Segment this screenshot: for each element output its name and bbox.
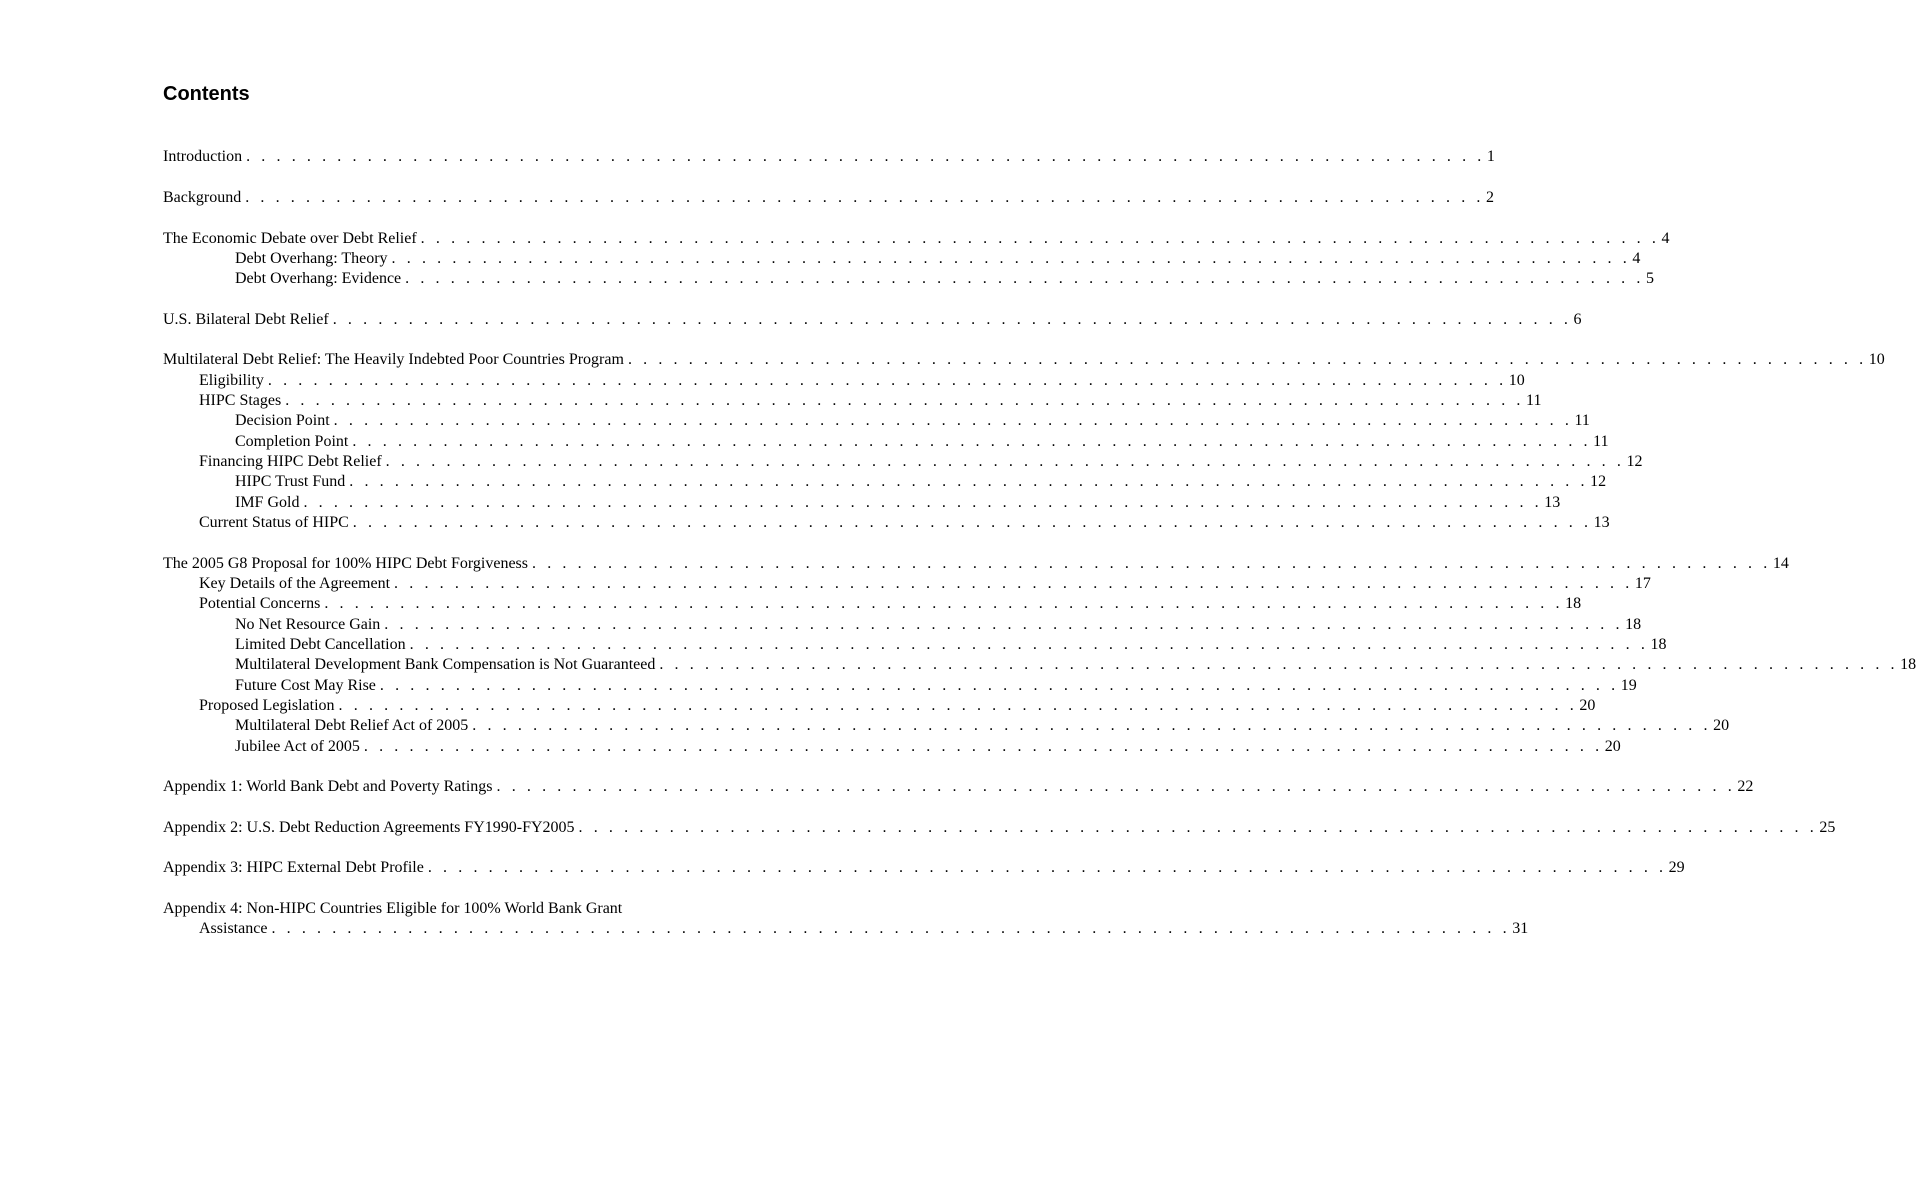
- dot-leader: . . . . . . . . . . . . . . . . . . . . . . . . . . . . . . . . . . . . . . . . . . . . . . . . . . . . . . . . . . . . . . . . . . . . . . . . . . . . . . . . . .: [496, 778, 1736, 795]
- toc-entry-label: The Economic Debate over Debt Relief: [163, 230, 417, 247]
- dot-leader: . . . . . . . . . . . . . . . . . . . . . . . . . . . . . . . . . . . . . . . . . . . . . . . . . . . . . . . . . . . . . . . . . . . . . . . . . . . . . . . . . .: [405, 270, 1644, 287]
- toc-entry-page: 11: [1574, 412, 1590, 429]
- dot-leader: . . . . . . . . . . . . . . . . . . . . . . . . . . . . . . . . . . . . . . . . . . . . . . . . . . . . . . . . . . . . . . . . . . . . . . . . . . . . . . . . . .: [246, 148, 1485, 165]
- toc-entry-page: 10: [1868, 351, 1885, 368]
- dot-leader: . . . . . . . . . . . . . . . . . . . . . . . . . . . . . . . . . . . . . . . . . . . . . . . . . . . . . . . . . . . . . . . . . . . . . . . . . . . . . . . . . .: [427, 859, 1667, 876]
- toc-entry-appendix-2[interactable]: [163, 817, 1836, 838]
- toc-entry-page: 20: [1579, 697, 1596, 714]
- dot-leader: . . . . . . . . . . . . . . . . . . . . . . . . . . . . . . . . . . . . . . . . . . . . . . . . . . . . . . . . . . . . . . . . . . . . . . . . . . . . . . . . . .: [352, 433, 1592, 450]
- toc-entry-page: 29: [1668, 859, 1685, 876]
- toc-entry-label: The 2005 G8 Proposal for 100% HIPC Debt Forgiveness: [163, 555, 529, 572]
- toc-entry-page: 31: [1512, 920, 1529, 937]
- toc-entry-proposed-legislation[interactable]: [199, 695, 1596, 716]
- dot-leader: . . . . . . . . . . . . . . . . . . . . . . . . . . . . . . . . . . . . . . . . . . . . . . . . . . . . . . . . . . . . . . . . . . . . . . . . . . . . . . . . . .: [532, 555, 1771, 572]
- toc-entry-label: Introduction: [163, 148, 243, 165]
- toc-entry-page: 25: [1819, 819, 1836, 836]
- toc-entry-potential-concerns[interactable]: [199, 593, 1582, 614]
- toc-entry-key-details[interactable]: [199, 573, 1651, 594]
- toc-entry-label: Decision Point: [235, 412, 330, 429]
- toc-entry-page: 13: [1544, 494, 1561, 511]
- toc-entry-multilateral-debt-relief-act[interactable]: [235, 715, 1730, 736]
- toc-entry-label: HIPC Stages: [199, 392, 282, 409]
- toc-entry-appendix-4-line2[interactable]: [199, 918, 1529, 939]
- dot-leader: . . . . . . . . . . . . . . . . . . . . . . . . . . . . . . . . . . . . . . . . . . . . . . . . . . . . . . . . . . . . . . . . . . . . . . . . . . . . . . . . . .: [333, 412, 1573, 429]
- dot-leader: . . . . . . . . . . . . . . . . . . . . . . . . . . . . . . . . . . . . . . . . . . . . . . . . . . . . . . . . . . . . . . . . . . . . . . . . . . . . . . . . . .: [349, 473, 1589, 490]
- dot-leader: . . . . . . . . . . . . . . . . . . . . . . . . . . . . . . . . . . . . . . . . . . . . . . . . . . . . . . . . . . . . . . . . . . . . . . . . . . . . . . . . . .: [385, 453, 1625, 470]
- toc-entry-label: Multilateral Debt Relief Act of 2005: [235, 717, 469, 734]
- toc-entry-page: 4: [1632, 250, 1641, 267]
- toc-entry-hipc-stages[interactable]: [199, 390, 1542, 411]
- toc-entry-hipc-trust-fund[interactable]: [235, 471, 1607, 492]
- toc-entry-no-net-resource-gain[interactable]: [235, 614, 1642, 635]
- toc-entry-label: Limited Debt Cancellation: [235, 636, 406, 653]
- toc-entry-multilateral-hipc[interactable]: [163, 349, 1885, 370]
- toc-entry-appendix-1[interactable]: [163, 776, 1754, 797]
- toc-entry-economic-debate[interactable]: [163, 228, 1670, 249]
- toc-entry-label: Appendix 2: U.S. Debt Reduction Agreements FY1990-FY2005: [163, 819, 575, 836]
- toc-entry-label: Appendix 1: World Bank Debt and Poverty Ratings: [163, 778, 493, 795]
- toc-entry-label: Debt Overhang: Evidence: [235, 270, 402, 287]
- toc-entry-g8-proposal[interactable]: [163, 553, 1789, 574]
- dot-leader: . . . . . . . . . . . . . . . . . . . . . . . . . . . . . . . . . . . . . . . . . . . . . . . . . . . . . . . . . . . . . . . . . . . . . . . . . . . . . . . . . .: [245, 189, 1485, 206]
- dot-leader: . . . . . . . . . . . . . . . . . . . . . . . . . . . . . . . . . . . . . . . . . . . . . . . . . . . . . . . . . . . . . . . . . . . . . . . . . . . . . . . . . .: [338, 697, 1578, 714]
- toc-entry-page: 12: [1590, 473, 1607, 490]
- toc-entry-page: 18: [1900, 656, 1916, 673]
- toc-entry-label: Future Cost May Rise: [235, 677, 376, 694]
- dot-leader: . . . . . . . . . . . . . . . . . . . . . . . . . . . . . . . . . . . . . . . . . . . . . . . . . . . . . . . . . . . . . . . . . . . . . . . . . . . . . . . . . .: [420, 230, 1660, 247]
- toc-entry-label: Appendix 3: HIPC External Debt Profile: [163, 859, 424, 876]
- dot-leader: . . . . . . . . . . . . . . . . . . . . . . . . . . . . . . . . . . . . . . . . . . . . . . . . . . . . . . . . . . . . . . . . . . . . . . . . . . . . . . . . . .: [324, 595, 1564, 612]
- toc-entry-background[interactable]: [163, 187, 1495, 208]
- toc-entry-page: 22: [1737, 778, 1754, 795]
- toc-entry-current-status[interactable]: [199, 512, 1610, 533]
- dot-leader: . . . . . . . . . . . . . . . . . . . . . . . . . . . . . . . . . . . . . . . . . . . . . . . . . . . . . . . . . . . . . . . . . . . . . . . . . . . . . . . . . .: [363, 738, 1603, 755]
- dot-leader: . . . . . . . . . . . . . . . . . . . . . . . . . . . . . . . . . . . . . . . . . . . . . . . . . . . . . . . . . . . . . . . . . . . . . . . . . . . . . . . . . .: [409, 636, 1649, 653]
- dot-leader: . . . . . . . . . . . . . . . . . . . . . . . . . . . . . . . . . . . . . . . . . . . . . . . . . . . . . . . . . . . . . . . . . . . . . . . . . . . . . . . . . .: [394, 575, 1633, 592]
- toc-entry-label: Appendix 4: Non-HIPC Countries Eligible for 100% World Bank Grant: [163, 900, 623, 917]
- toc-entry-label: IMF Gold: [235, 494, 300, 511]
- dot-leader: . . . . . . . . . . . . . . . . . . . . . . . . . . . . . . . . . . . . . . . . . . . . . . . . . . . . . . . . . . . . . . . . . . . . . . . . . . . . . . . . . .: [285, 392, 1525, 409]
- toc-entry-page: 1: [1486, 148, 1495, 165]
- toc-entry-appendix-3[interactable]: [163, 857, 1685, 878]
- toc-entry-jubilee-act[interactable]: [235, 736, 1621, 757]
- toc-entry-label: Financing HIPC Debt Relief: [199, 453, 382, 470]
- toc-entry-page: 19: [1620, 677, 1637, 694]
- toc-entry-page: 18: [1565, 595, 1582, 612]
- toc-entry-label: Jubilee Act of 2005: [235, 738, 360, 755]
- page-title: Contents: [163, 83, 250, 105]
- toc-entry-debt-overhang-evidence[interactable]: [235, 268, 1654, 289]
- dot-leader: . . . . . . . . . . . . . . . . . . . . . . . . . . . . . . . . . . . . . . . . . . . . . . . . . . . . . . . . . . . . . . . . . . . . . . . . . . . . . . . . . .: [384, 616, 1624, 633]
- toc-entry-label: Completion Point: [235, 433, 349, 450]
- toc-entry-limited-debt-cancellation[interactable]: [235, 634, 1667, 655]
- toc-entry-page: 5: [1645, 270, 1654, 287]
- dot-leader: . . . . . . . . . . . . . . . . . . . . . . . . . . . . . . . . . . . . . . . . . . . . . . . . . . . . . . . . . . . . . . . . . . . . . . . . . . . . . . . . . .: [303, 494, 1543, 511]
- dot-leader: . . . . . . . . . . . . . . . . . . . . . . . . . . . . . . . . . . . . . . . . . . . . . . . . . . . . . . . . . . . . . . . . . . . . . . . . . . . . . . . . . .: [578, 819, 1818, 836]
- toc-entry-label: Current Status of HIPC: [199, 514, 349, 531]
- dot-leader: . . . . . . . . . . . . . . . . . . . . . . . . . . . . . . . . . . . . . . . . . . . . . . . . . . . . . . . . . . . . . . . . . . . . . . . . . . . . . . . . . .: [659, 656, 1899, 673]
- dot-leader: . . . . . . . . . . . . . . . . . . . . . . . . . . . . . . . . . . . . . . . . . . . . . . . . . . . . . . . . . . . . . . . . . . . . . . . . . . . . . . . . . .: [271, 920, 1511, 937]
- toc-entry-future-cost[interactable]: [235, 675, 1637, 696]
- toc-entry-decision-point[interactable]: [235, 410, 1590, 431]
- toc-entry-page: 2: [1486, 189, 1495, 206]
- dot-leader: . . . . . . . . . . . . . . . . . . . . . . . . . . . . . . . . . . . . . . . . . . . . . . . . . . . . . . . . . . . . . . . . . . . . . . . . . . . . . . . . . .: [391, 250, 1631, 267]
- toc-entry-label: Debt Overhang: Theory: [235, 250, 388, 267]
- toc-entry-label: Proposed Legislation: [199, 697, 335, 714]
- toc-entry-appendix-4-line1[interactable]: [163, 898, 622, 919]
- toc-entry-page: 4: [1661, 230, 1670, 247]
- toc-entry-us-bilateral[interactable]: [163, 309, 1582, 330]
- dot-leader: . . . . . . . . . . . . . . . . . . . . . . . . . . . . . . . . . . . . . . . . . . . . . . . . . . . . . . . . . . . . . . . . . . . . . . . . . . . . . . . . . .: [332, 311, 1572, 328]
- toc-entry-label: Multilateral Development Bank Compensation is Not Guaranteed: [235, 656, 656, 673]
- toc-entry-financing-hipc[interactable]: [199, 451, 1643, 472]
- toc-entry-label: Key Details of the Agreement: [199, 575, 391, 592]
- toc-entry-label: HIPC Trust Fund: [235, 473, 346, 490]
- toc-entry-page: 18: [1650, 636, 1667, 653]
- dot-leader: . . . . . . . . . . . . . . . . . . . . . . . . . . . . . . . . . . . . . . . . . . . . . . . . . . . . . . . . . . . . . . . . . . . . . . . . . . . . . . . . . .: [352, 514, 1592, 531]
- toc-entry-label: Multilateral Debt Relief: The Heavily Indebted Poor Countries Program: [163, 351, 624, 368]
- toc-entry-page: 20: [1604, 738, 1621, 755]
- toc-entry-label: Assistance: [199, 920, 268, 937]
- dot-leader: . . . . . . . . . . . . . . . . . . . . . . . . . . . . . . . . . . . . . . . . . . . . . . . . . . . . . . . . . . . . . . . . . . . . . . . . . . . . . . . . . .: [267, 372, 1507, 389]
- toc-entry-page: 6: [1573, 311, 1582, 328]
- toc-entry-page: 17: [1634, 575, 1651, 592]
- toc-entry-page: 14: [1772, 555, 1789, 572]
- toc-entry-page: 11: [1593, 433, 1609, 450]
- toc-entry-page: 20: [1713, 717, 1730, 734]
- toc-entry-imf-gold[interactable]: [235, 492, 1561, 513]
- toc-entry-page: 13: [1593, 514, 1610, 531]
- toc-entry-label: Potential Concerns: [199, 595, 321, 612]
- toc-entry-eligibility[interactable]: [199, 370, 1525, 391]
- toc-entry-label: Background: [163, 189, 242, 206]
- toc-entry-debt-overhang-theory[interactable]: [235, 248, 1641, 269]
- toc-entry-label: U.S. Bilateral Debt Relief: [163, 311, 329, 328]
- dot-leader: . . . . . . . . . . . . . . . . . . . . . . . . . . . . . . . . . . . . . . . . . . . . . . . . . . . . . . . . . . . . . . . . . . . . . . . . . . . . . . . . . .: [379, 677, 1619, 694]
- toc-entry-page: 18: [1625, 616, 1642, 633]
- dot-leader: . . . . . . . . . . . . . . . . . . . . . . . . . . . . . . . . . . . . . . . . . . . . . . . . . . . . . . . . . . . . . . . . . . . . . . . . . . . . . . . . . .: [472, 717, 1712, 734]
- toc-entry-label: No Net Resource Gain: [235, 616, 381, 633]
- toc-entry-mdb-compensation[interactable]: [235, 654, 1916, 675]
- toc-entry-page: 10: [1508, 372, 1525, 389]
- toc-entry-introduction[interactable]: [163, 146, 1495, 167]
- dot-leader: . . . . . . . . . . . . . . . . . . . . . . . . . . . . . . . . . . . . . . . . . . . . . . . . . . . . . . . . . . . . . . . . . . . . . . . . . . . . . . . . . .: [627, 351, 1867, 368]
- toc-entry-completion-point[interactable]: [235, 431, 1609, 452]
- toc-entry-page: 12: [1626, 453, 1643, 470]
- toc-entry-label: Eligibility: [199, 372, 264, 389]
- toc-entry-page: 11: [1526, 392, 1542, 409]
